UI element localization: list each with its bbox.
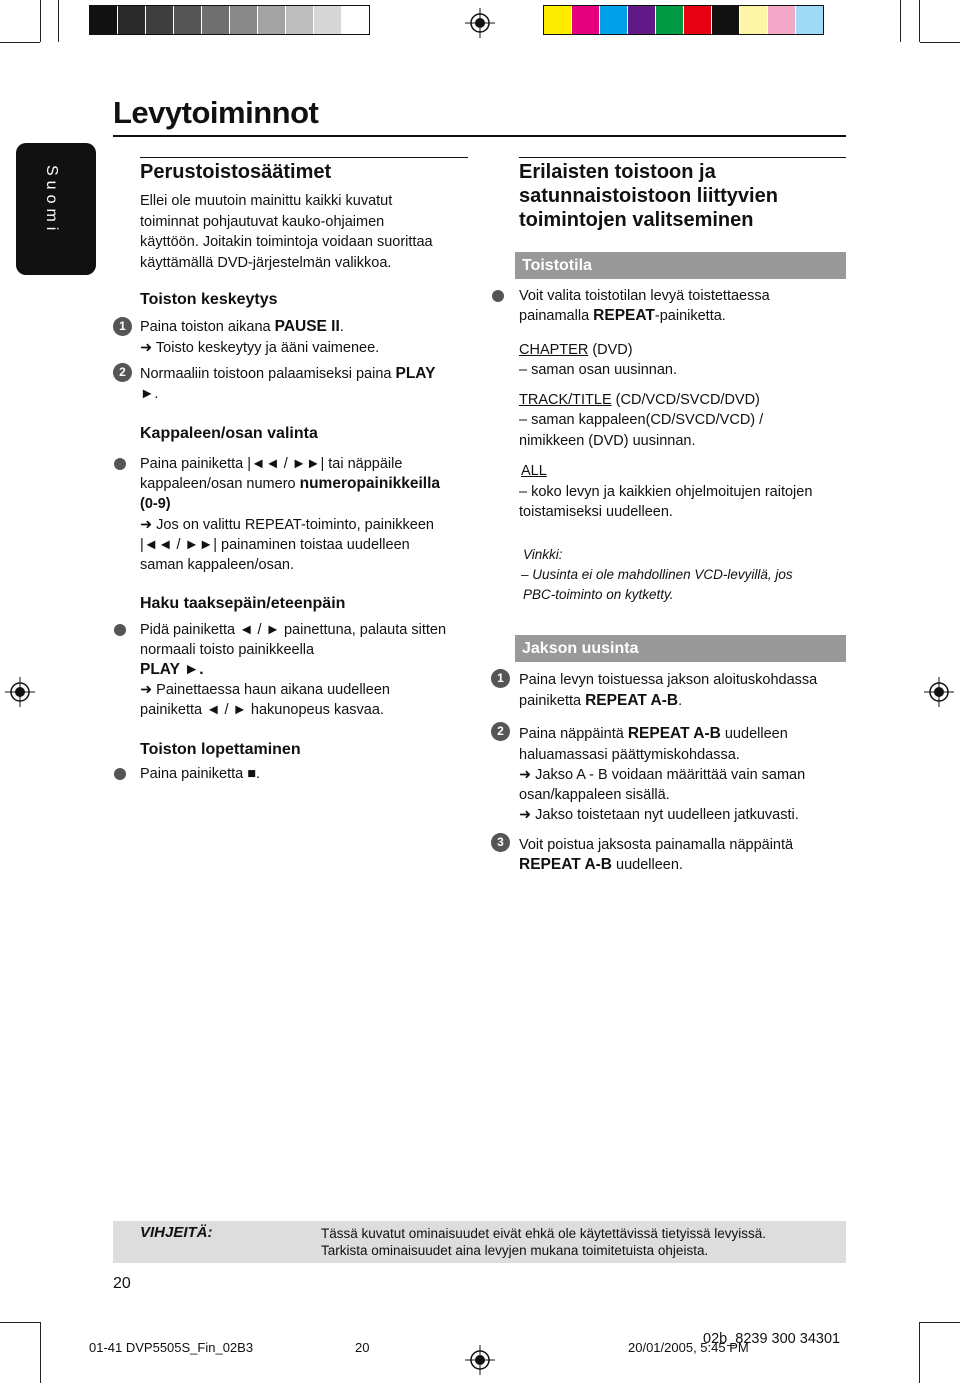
crop-mark bbox=[919, 0, 920, 42]
numeric-keys-label: numeropainikkeilla bbox=[299, 475, 441, 492]
chapter-label: CHAPTER bbox=[519, 342, 589, 358]
left-column-rule bbox=[140, 157, 468, 158]
text: uudelleen bbox=[720, 726, 788, 742]
heading-line: toimintojen valitseminen bbox=[519, 209, 754, 231]
repeat-key-label: REPEAT bbox=[593, 307, 655, 324]
left-heading: Perustoistosäätimet bbox=[140, 161, 332, 183]
text: (DVD) bbox=[588, 342, 633, 358]
ab2-line4: osan/kappaleen sisällä. bbox=[519, 787, 670, 803]
intro-line: käyttämällä DVD-järjestelmän valikkoa. bbox=[140, 254, 392, 271]
all-desc2: toistamiseksi uudelleen. bbox=[519, 504, 673, 520]
ab-repeat-bar: Jakson uusinta bbox=[515, 635, 846, 662]
text: (CD/VCD/SVCD/DVD) bbox=[611, 392, 760, 408]
stop-title: Toiston lopettaminen bbox=[140, 741, 301, 758]
step-text: Paina toiston aikana bbox=[140, 319, 275, 335]
page-title: Levytoiminnot bbox=[113, 95, 319, 130]
tip-line1: – Uusinta ei ole mahdollinen VCD-levyillä, jos bbox=[521, 567, 793, 582]
ab3-line2 bbox=[519, 855, 683, 876]
text: -painiketta. bbox=[654, 308, 726, 324]
ab2-line2: haluamassasi päättymiskohdassa. bbox=[519, 747, 740, 763]
step-number-3: 3 bbox=[491, 833, 510, 852]
text: painiketta bbox=[519, 693, 586, 709]
document-code: 02b_8239 300 34301 bbox=[703, 1331, 841, 1347]
bullet-icon bbox=[114, 768, 126, 780]
all-label: ALL bbox=[521, 463, 547, 479]
footer-file: 01-41 DVP5505S_Fin_02B3 bbox=[89, 1340, 254, 1355]
crop-mark bbox=[920, 42, 960, 43]
search-title: Haku taaksepäin/eteenpäin bbox=[140, 595, 346, 612]
pause-step2 bbox=[140, 364, 435, 385]
chapter-title: Kappaleen/osan valinta bbox=[140, 425, 318, 442]
right-column-rule bbox=[519, 157, 846, 158]
crop-mark bbox=[0, 1322, 40, 1323]
tips-line: Tässä kuvatut ominaisuudet eivät ehkä ole käytettävissä tietyissä levyissä. bbox=[321, 1226, 766, 1241]
bullet-icon bbox=[114, 458, 126, 470]
search-line5: painiketta ◄ / ► hakunopeus kasvaa. bbox=[140, 702, 384, 718]
language-tab-label: Suomi bbox=[43, 165, 60, 236]
text: kappaleen/osan numero bbox=[140, 476, 300, 492]
text: uudelleen. bbox=[612, 857, 683, 873]
intro-line: käyttöön. Joitakin toimintoja voidaan suorittaa bbox=[140, 234, 433, 250]
grayscale-swatch-bar bbox=[89, 5, 370, 35]
step-number-2: 2 bbox=[491, 722, 510, 741]
repeat-ab-key-label: REPEAT A-B bbox=[519, 856, 612, 873]
play-key-label: PLAY bbox=[395, 365, 436, 382]
color-swatch-bar bbox=[543, 5, 824, 35]
crop-mark bbox=[920, 1322, 960, 1323]
search-line1: Pidä painiketta ◄ / ► painettuna, palauta sitten bbox=[140, 622, 447, 638]
ab1-line2 bbox=[519, 691, 682, 712]
track-option bbox=[519, 390, 760, 411]
registration-target-icon bbox=[465, 8, 495, 38]
ab2-line1 bbox=[519, 724, 788, 745]
pause-step1-result: ➜ Toisto keskeytyy ja ääni vaimenee. bbox=[140, 340, 380, 356]
step-number-1: 1 bbox=[113, 317, 132, 336]
track-desc2: nimikkeen (DVD) uusinnan. bbox=[519, 433, 696, 449]
repeat-ab-key-label: REPEAT A-B bbox=[627, 725, 721, 742]
chapter-line3: (0-9) bbox=[140, 496, 171, 512]
heading-line: satunnaistoistoon liittyvien bbox=[519, 185, 778, 207]
ab1-line1: Paina levyn toistuessa jakson aloituskohdassa bbox=[519, 672, 818, 688]
crop-mark bbox=[0, 42, 40, 43]
registration-target-icon bbox=[465, 1345, 495, 1375]
pause-step1 bbox=[140, 317, 344, 338]
heading-line: Erilaisten toistoon ja bbox=[519, 161, 716, 183]
crop-mark bbox=[58, 0, 59, 42]
registration-target-icon bbox=[5, 677, 35, 707]
stop-line1: Paina painiketta ■. bbox=[140, 766, 261, 782]
right-heading bbox=[519, 160, 846, 232]
mode-line2 bbox=[519, 306, 726, 327]
text: painamalla bbox=[519, 308, 594, 324]
tip-line2: PBC-toiminto on kytketty. bbox=[523, 587, 674, 602]
search-line4: ➜ Painettaessa haun aikana uudelleen bbox=[140, 682, 390, 698]
ab2-line5: ➜ Jakso toistetaan nyt uudelleen jatkuvasti. bbox=[519, 807, 799, 823]
page-number: 20 bbox=[113, 1275, 131, 1292]
text: . bbox=[678, 693, 683, 709]
search-line2: normaali toisto painikkeella bbox=[140, 642, 315, 658]
ab3-line1: Voit poistua jaksosta painamalla näppäintä bbox=[519, 837, 794, 853]
pause-step2-line2: ►. bbox=[140, 386, 159, 402]
text: Paina näppäintä bbox=[519, 726, 628, 742]
pause-key-label: PAUSE II bbox=[274, 318, 340, 335]
language-tab bbox=[16, 143, 96, 275]
chapter-option bbox=[519, 340, 633, 361]
crop-mark bbox=[40, 1322, 41, 1383]
tips-label: VIHJEITÄ: bbox=[140, 1224, 213, 1241]
bullet-icon bbox=[492, 290, 504, 302]
footer-date: 20/01/2005, 5:45 PM bbox=[628, 1340, 749, 1355]
ab2-line3: ➜ Jakso A - B voidaan määrittää vain saman bbox=[519, 767, 806, 783]
step-number-2: 2 bbox=[113, 363, 132, 382]
footer-page: 20 bbox=[355, 1340, 370, 1355]
track-desc1: – saman kappaleen(CD/SVCD/VCD) / bbox=[519, 412, 764, 428]
chapter-line4: ➜ Jos on valittu REPEAT-toiminto, painikkeen bbox=[140, 517, 434, 533]
pause-title: Toiston keskeytys bbox=[140, 291, 278, 308]
step-end: . bbox=[339, 319, 344, 335]
chapter-line2 bbox=[140, 474, 440, 495]
chapter-desc: – saman osan uusinnan. bbox=[519, 362, 677, 378]
step-number-1: 1 bbox=[491, 669, 510, 688]
bullet-icon bbox=[114, 624, 126, 636]
crop-mark bbox=[900, 0, 901, 42]
all-option bbox=[521, 461, 547, 482]
all-desc1: – koko levyn ja kaikkien ohjelmoitujen raitojen bbox=[519, 484, 813, 500]
tip-title: Vinkki: bbox=[523, 547, 563, 562]
intro-line: toiminnat pohjautuvat kauko-ohjaimen bbox=[140, 213, 385, 230]
mode-line1: Voit valita toistotilan levyä toistettaessa bbox=[519, 288, 770, 304]
repeat-mode-bar: Toistotila bbox=[515, 252, 846, 279]
left-intro bbox=[140, 191, 470, 273]
intro-line: Ellei ole muutoin mainittu kaikki kuvatut bbox=[140, 193, 393, 209]
track-label: TRACK/TITLE bbox=[519, 392, 612, 408]
chapter-line5: |◄◄ / ►►| painaminen toistaa uudelleen bbox=[140, 537, 410, 553]
repeat-ab-key-label: REPEAT A-B bbox=[585, 692, 679, 709]
step-text: Normaaliin toistoon palaamiseksi paina bbox=[140, 366, 396, 382]
crop-mark bbox=[919, 1322, 920, 1383]
tips-line: Tarkista ominaisuudet aina levyjen mukana toimitetuista ohjeista. bbox=[321, 1243, 709, 1258]
search-line3: PLAY ►. bbox=[140, 661, 204, 678]
registration-target-icon bbox=[924, 677, 954, 707]
crop-mark bbox=[40, 0, 41, 42]
tips-text bbox=[321, 1225, 766, 1259]
chapter-line1: Paina painiketta |◄◄ / ►►| tai näppäile bbox=[140, 456, 403, 472]
title-rule bbox=[113, 135, 846, 137]
chapter-line6: saman kappaleen/osan. bbox=[140, 557, 294, 573]
